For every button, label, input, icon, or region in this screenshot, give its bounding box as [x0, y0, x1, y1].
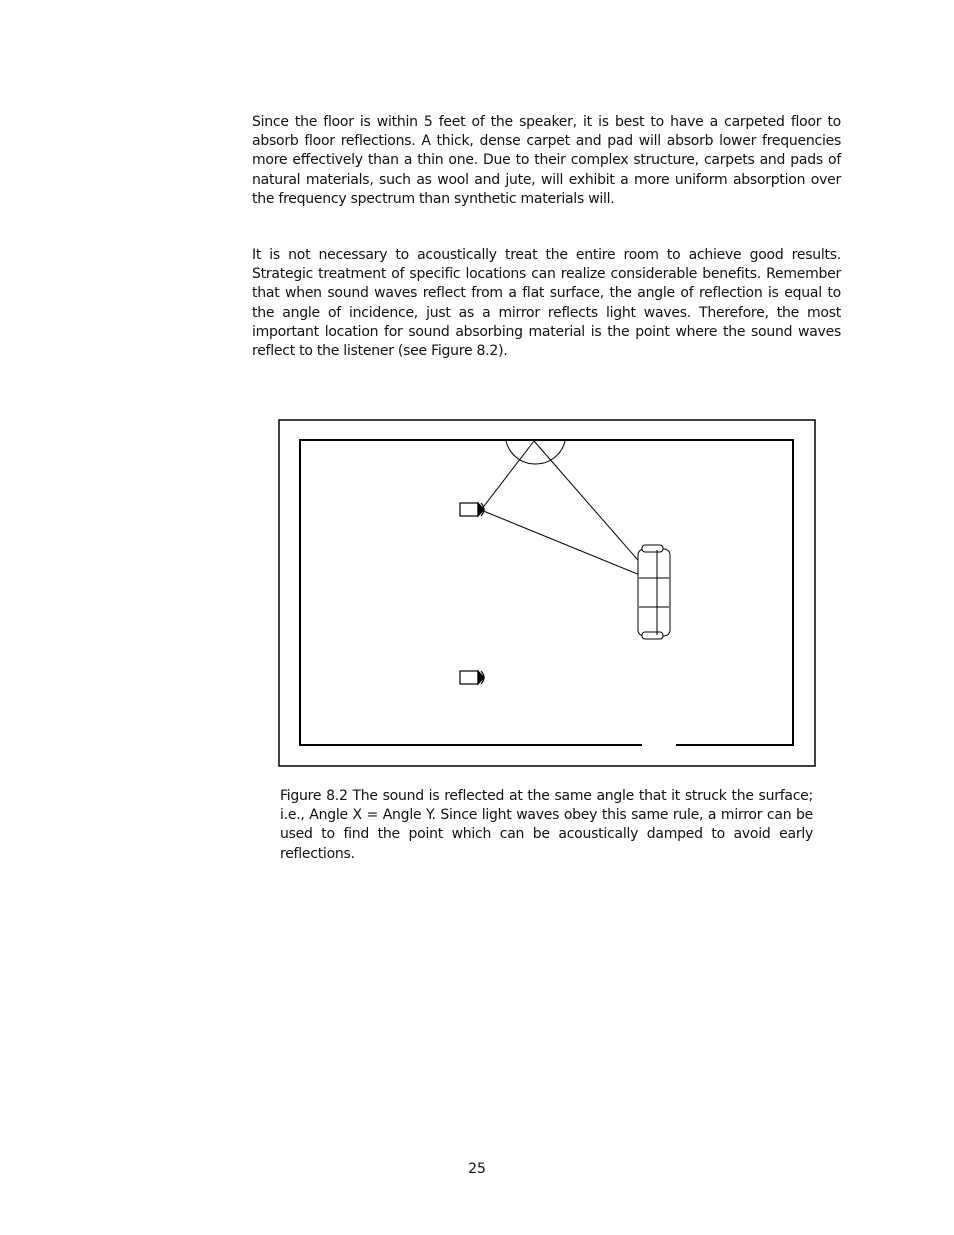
paragraph-floor-reflections: Since the floor is within 5 feet of the speaker, it is best to have a carpeted floor to absorb floor reflections. A thick, dense carpet and pad will absorb lower frequencies more effectively than a thin one. Due to their complex structure, carpets and pads of natural materials, such as wool and jute, will exhibit a more uniform absorption over the frequency spectrum than synthetic materials will. [252, 114, 841, 207]
sound-rays [481, 441, 657, 582]
direct-ray [481, 510, 657, 582]
figure-caption: Figure 8.2 The sound is reflected at the same angle that it struck the surface; i.e., Angle X = Angle Y. Since light waves obey this same rule, a mirror can be used to find the point which can be acoustically damped to avoid early reflections. [280, 788, 813, 862]
speaker-lower [460, 671, 484, 684]
room-reflection-diagram [278, 419, 816, 769]
page-number: 25 [468, 1161, 486, 1177]
sofa-icon [638, 545, 670, 639]
paragraph-strategic-treatment: It is not necessary to acoustically treat the entire room to achieve good results. Strategic treatment of specific locations can realize considerable benefits. Remember that when sound waves reflect from a flat surface, the angle of reflection is equal to the angle of incidence, just as a mirror reflects light waves. Therefore, the most important location for sound absorbing material is the point where the sound waves reflect to the listener (see Figure 8.2). [252, 247, 841, 360]
room-walls [300, 440, 793, 745]
speaker-upper [460, 503, 484, 516]
incident-ray [481, 441, 534, 510]
angle-x-arc [506, 441, 534, 464]
figure-frame [279, 420, 815, 766]
angle-y-arc [534, 441, 565, 464]
